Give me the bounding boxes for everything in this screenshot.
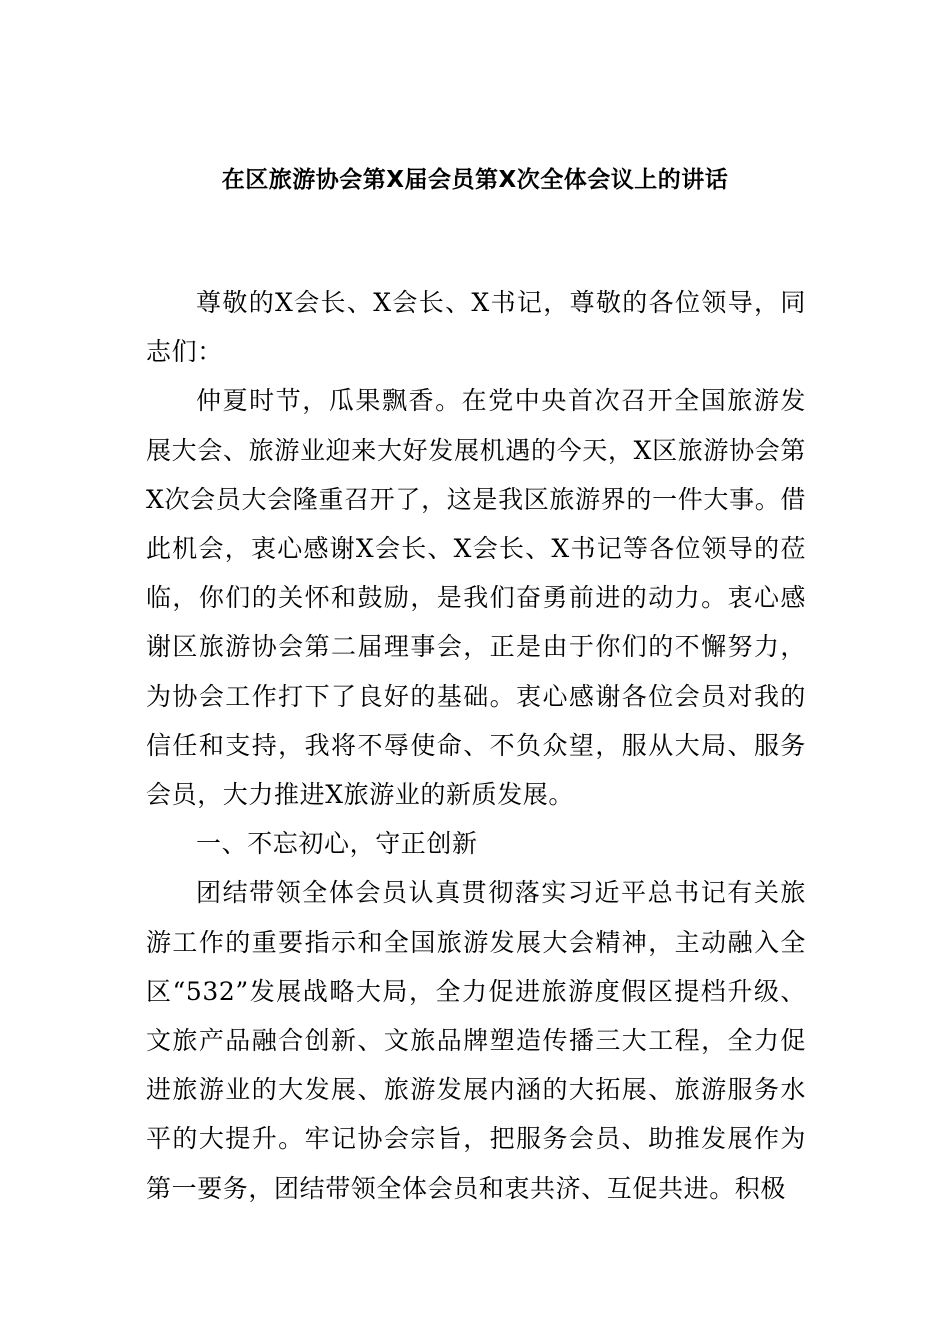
salutation-paragraph: 尊敬的X会长、X会长、X书记，尊敬的各位领导，同志们： (146, 288, 806, 367)
page-title: 在区旅游协会第X届会员第X次全体会议上的讲话 (221, 167, 729, 193)
opening-paragraph: 仲夏时节，瓜果飘香。在党中央首次召开全国旅游发展大会、旅游业迎来大好发展机遇的今天，X区旅游协会第X次会员大会隆重召开了，这是我区旅游界的一件大事。借此机会，衷心感谢X会长、X会长、X书记等各位领导的莅临，你们的关怀和鼓励，是我们奋勇前进的动力。衷心感谢区旅游协会第二届理事会，正是由于你们的不懈努力，为协会工作打下了良好的基础。衷心感谢各位会员对我的信任和支持，我将不辱使命、不负众望，服从大局、服务会员，大力推进X旅游业的新质发展。 (146, 386, 806, 810)
section-heading: 一、不忘初心，守正创新 (196, 829, 478, 859)
document-body (146, 278, 806, 1213)
section-paragraph: 团结带领全体会员认真贯彻落实习近平总书记有关旅游工作的重要指示和全国旅游发展大会精神，主动融入全区“532”发展战略大局，全力促进旅游度假区提档升级、文旅产品融合创新、文旅品牌塑造传播三大工程，全力促进旅游业的大发展、旅游发展内涵的大拓展、旅游服务水平的大提升。牢记协会宗旨，把服务会员、助推发展作为第一要务，团结带领全体会员和衷共济、互促共进。积极 (146, 878, 806, 1203)
